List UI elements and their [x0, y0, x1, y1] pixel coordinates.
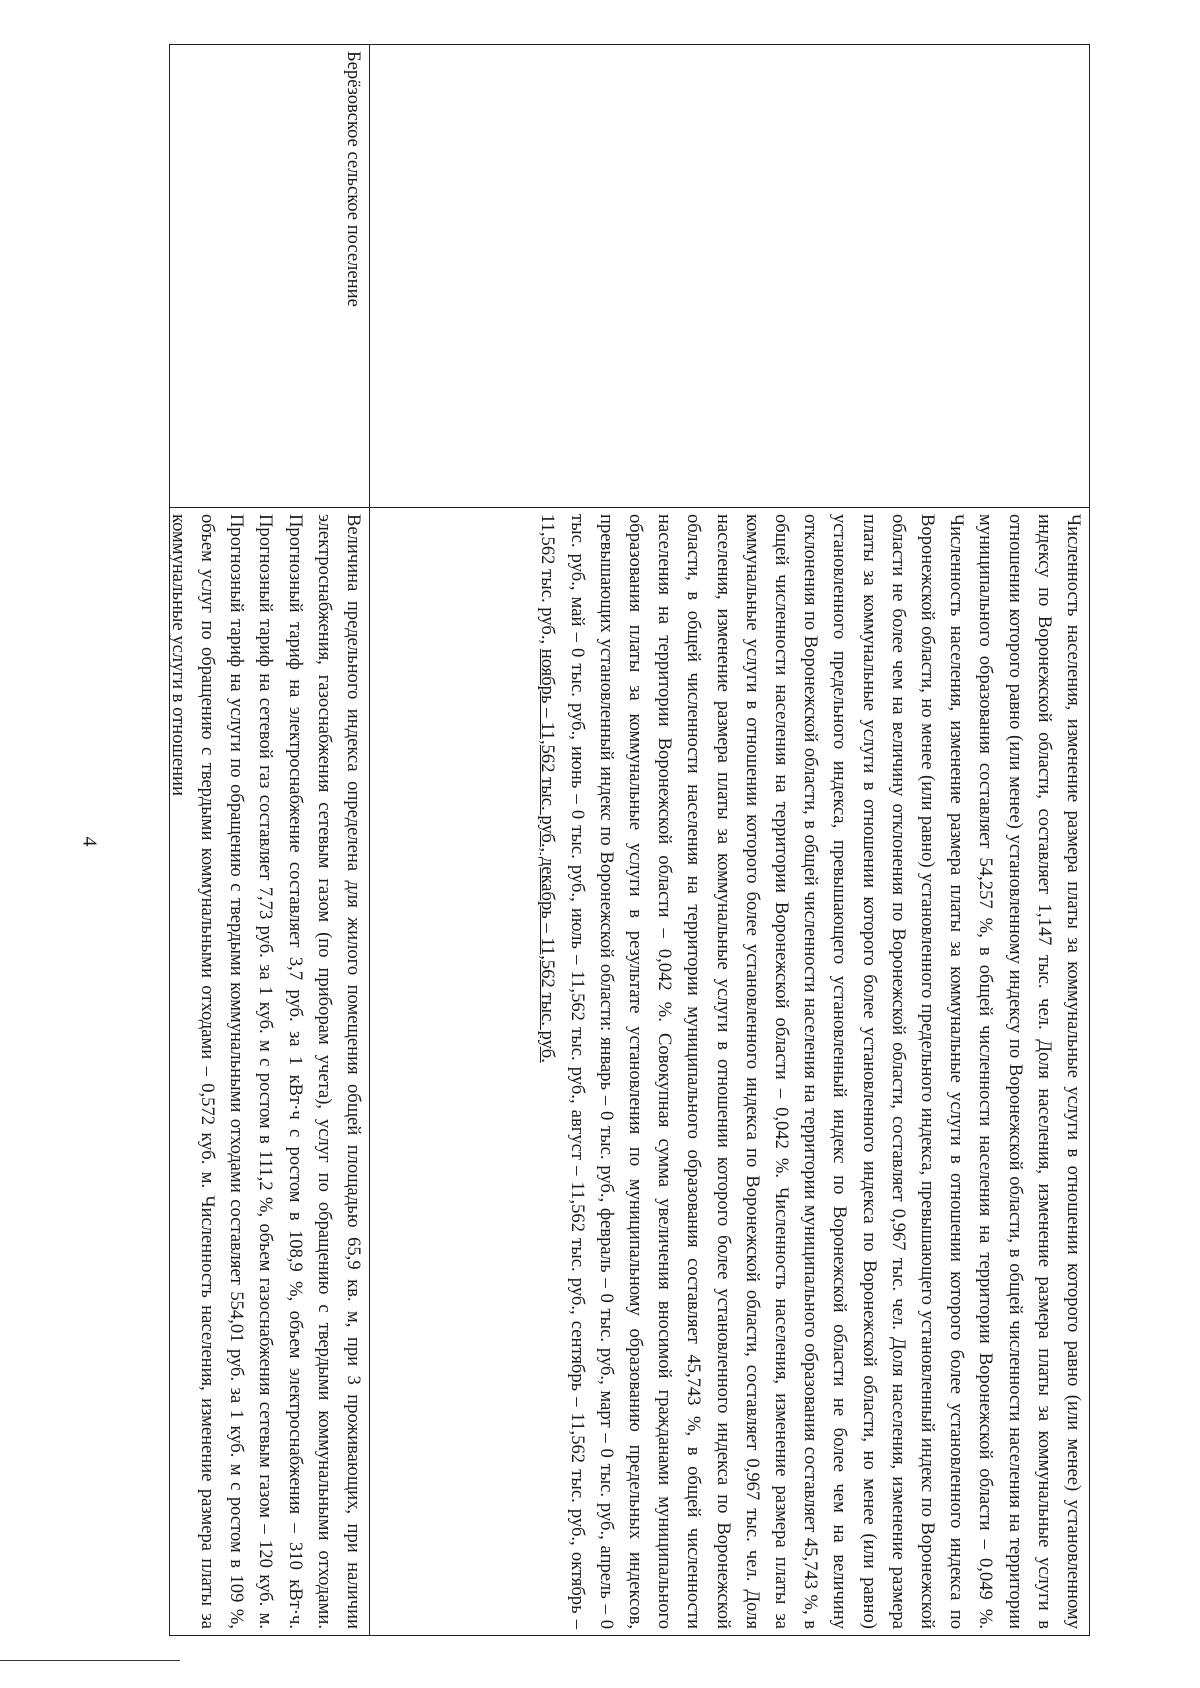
tariff-index-table: [169, 44, 1090, 1636]
index-description-cell: [167, 508, 370, 1636]
rotated-table-container: [167, 44, 1090, 1636]
municipality-name-cell: [370, 45, 1090, 508]
index-description-text: Численность населения, изменение размера платы за коммунальные услуги в отношении которого равно (или менее) установленному индексу по Воронежской области, составляет 1,147 тыс. чел. Доля населения, изменение размера платы за коммунальные услуги в отношении которого равно (или менее) установленному индексу по Воронежской области, в общей численности населения на территории муниципального образования составляет 54,257 %, в общей численности населения на территории Воронежской области – 0,049 %. Численность населения, изменение размера платы за коммунальные услуги в отношении которого более установленного индекса по Воронежской области, но менее (или равно) установленного предельного индекса, превышающего установленный индекс по Воронежской области не более чем на величину отклонения по Воронежской области, составляет 0,967 тыс. чел. Доля населения, изменение размера платы за коммунальные услуги в отношении которого более установленного индекса по Воронежской области, но менее (или равно) установленного предельного индекса, превышающего установленный индекс по Воронежской области не более чем на величину отклонения по Воронежской области, в общей численности населения на территории муниципального образования составляет 45,743 %, в общей численности населения на территории Воронежской области – 0,042 %. Численность населения, изменение размера платы за коммунальные услуги в отношении которого более установленного индекса по Воронежской области, составляет 0,967 тыс. чел. Доля населения, изменение размера платы за коммунальные услуги в отношении которого более установленного индекса по Воронежской области, в общей численности населения на территории муниципального образования составляет 45,743 %, в общей численности населения на территории Воронежской области – 0,042 %. Совокупная сумма увеличения вносимой гражданами муниципального образования платы за коммунальные услуги в результате установления по муниципальному образованию предельных индексов, превышающих установленный индекс по Воронежской области: январь – 0 тыс. руб., февраль – 0 тыс. руб., март – 0 тыс. руб., апрель – 0 тыс. руб., май – 0 тыс. руб., июнь – 0 тыс. руб., июль – 11,562 тыс. руб., август – 11,562 тыс. руб., сентябрь – 11,562 тыс. руб., октябрь – 11,562 тыс. руб.,: [537, 514, 1084, 1629]
index-description-cell: [370, 508, 1090, 1636]
municipality-name-cell: Берёзовское сельское поселение: [170, 45, 370, 508]
index-description-tail: ноябрь – 11,562 тыс. руб., декабрь – 11,562 тыс. руб.: [537, 648, 559, 1063]
document-table-frame: [167, 44, 1090, 1636]
table-row: [370, 45, 1090, 1636]
footnote-separator: [0, 1660, 180, 1661]
page-number: 4: [78, 836, 101, 847]
table-row: [170, 45, 370, 1636]
index-description-text: Величина предельного индекса определена для жилого помещения общей площадью 65,9 кв. м, при 3 проживающих, при наличии электроснабжения, газоснабжения сетевым газом (по приборам учета), услуг по обращению с твердыми коммунальными отходами. Прогнозный тариф на электроснабжение составляет 3,7 руб. за 1 кВт·ч с ростом в 108,9 %, объем электроснабжения – 310 кВт·ч. Прогнозный тариф на сетевой газ составляет 7,73 руб. за 1 куб. м с ростом в 111,2 %, объем газоснабжения сетевым газом – 120 куб. м. Прогнозный тариф на услуги по обращению с твердыми коммунальными отходами составляет 554,01 руб. за 1 куб. м с ростом в 109 %, объем услуг по обращению с твердыми коммунальными отходами – 0,572 куб. м. Численность населения, изменение размера платы за коммунальные услуги в отношении: [167, 514, 364, 1629]
